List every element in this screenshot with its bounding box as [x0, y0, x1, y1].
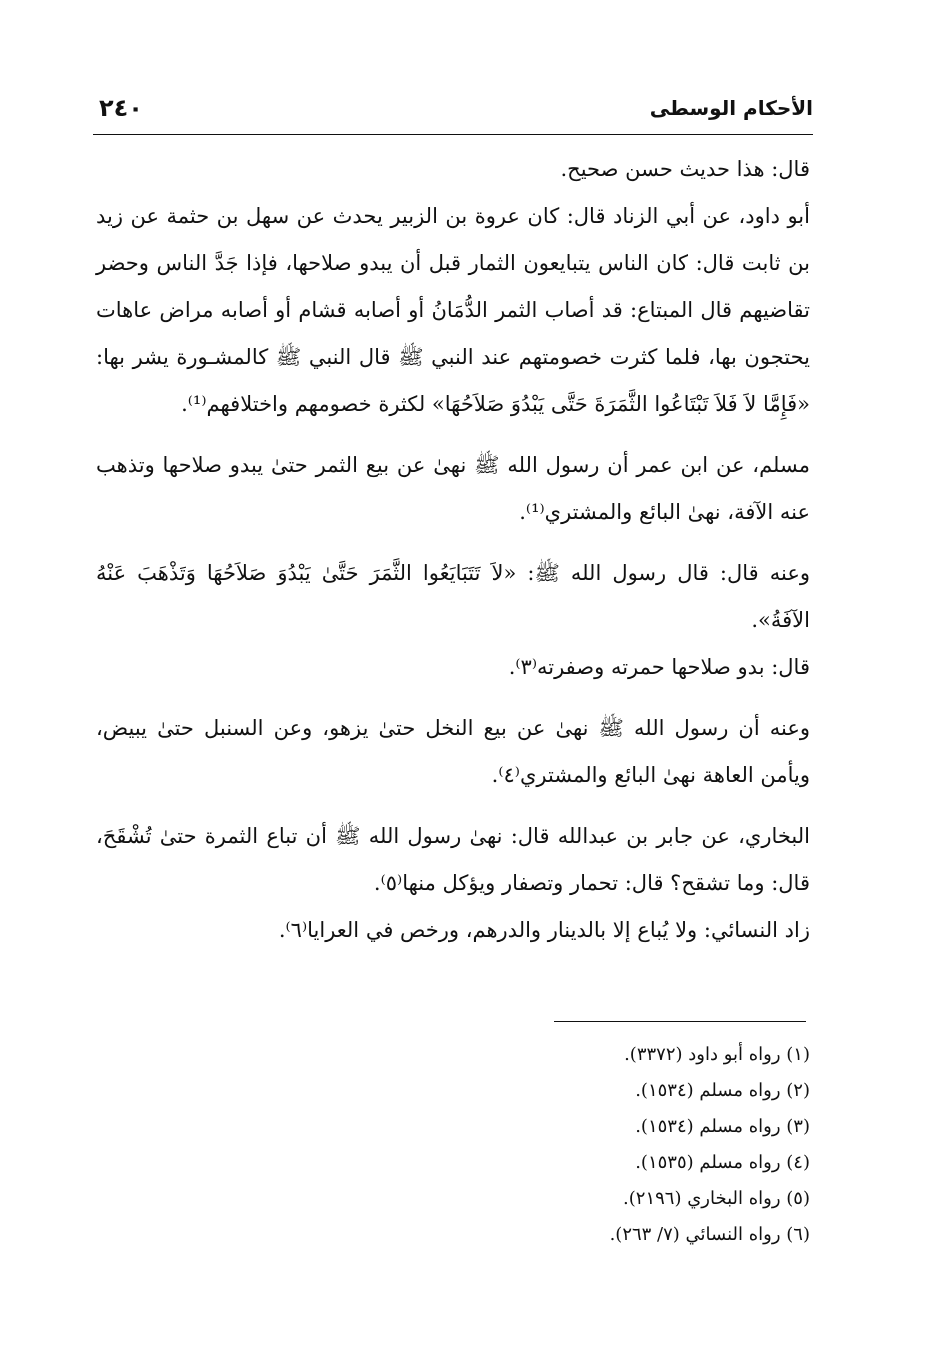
book-title: الأحكام الوسطى: [649, 96, 813, 120]
paragraph: زاد النسائي: ولا يُباع إلا بالدينار والدرهم، ورخص في العرايا⁽٦⁾.: [278, 918, 810, 942]
footnote-divider: [554, 1021, 806, 1022]
paragraph: قال: بدو صلاحها حمرته وصفرته⁽٣⁾.: [508, 655, 810, 679]
footnote: (٢) رواه مسلم (١٥٣٤).: [635, 1080, 810, 1101]
footnote: (١) رواه أبو داود (٣٣٧٢).: [624, 1044, 810, 1065]
paragraph: وعنه أن رسول الله ﷺ نهىٰ عن بيع النخل حتىٰ يزهو، وعن السنبل حتىٰ يبيض، ويأمن العاهة نهىٰ البائع والمشتري⁽٤⁾.: [96, 716, 810, 787]
footnotes: [390, 1037, 810, 1253]
footnote: (٣) رواه مسلم (١٥٣٤).: [635, 1116, 810, 1137]
running-header: [93, 94, 813, 135]
paragraph: البخاري، عن جابر بن عبدالله قال: نهىٰ رسول الله ﷺ أن تباع الثمرة حتىٰ تُشْقَحَ، قال: وما تشقح؟ قال: تحمار وتصفار ويؤكل منها⁽٥⁾.: [96, 824, 810, 895]
paragraph: قال: هذا حديث حسن صحيح.: [560, 157, 810, 181]
paragraph: أبو داود، عن أبي الزناد قال: كان عروة بن الزبير يحدث عن سهل بن حثمة عن زيد بن ثابت قال: كان الناس يتبايعون الثمار قبل أن يبدو صلاحها، فإذا جَدَّ الناس وحضر تقاضيهم قال المبتاع: قد أصاب الثمر الدُّمَانُ أو أصابه قشام أو أصابه مراض عاهات يحتجون بها، فلما كثرت خصومتهم عند النبي ﷺ قال النبي ﷺ كالمشـورة يشر بها: «فَإِمَّا لاَ فَلاَ تَبْتَاعُوا الثَّمَرَةَ حَتَّى يَبْدُوَ صَلاَحُهَا» لكثرة خصومهم واختلافهم⁽¹⁾.: [96, 204, 810, 416]
main-text: [96, 146, 810, 954]
paragraph: مسلم، عن ابن عمر أن رسول الله ﷺ نهىٰ عن بيع الثمر حتىٰ يبدو صلاحها وتذهب عنه الآفة، نهىٰ البائع والمشتري⁽¹⁾.: [96, 453, 810, 524]
footnote: (٥) رواه البخاري (٢١٩٦).: [623, 1188, 810, 1209]
footnote: (٦) رواه النسائي (٧/ ٢٦٣).: [609, 1224, 810, 1245]
paragraph: وعنه قال: قال رسول الله ﷺ: «لاَ تَتَبَايَعُوا الثَّمَرَ حَتَّىٰ يَبْدُوَ صَلاَحُهَا وَتَذْهَبَ عَنْهُ الآفَةُ».: [96, 561, 810, 632]
page-number: ٢٤٠: [99, 94, 143, 122]
footnote: (٤) رواه مسلم (١٥٣٥).: [635, 1152, 810, 1173]
